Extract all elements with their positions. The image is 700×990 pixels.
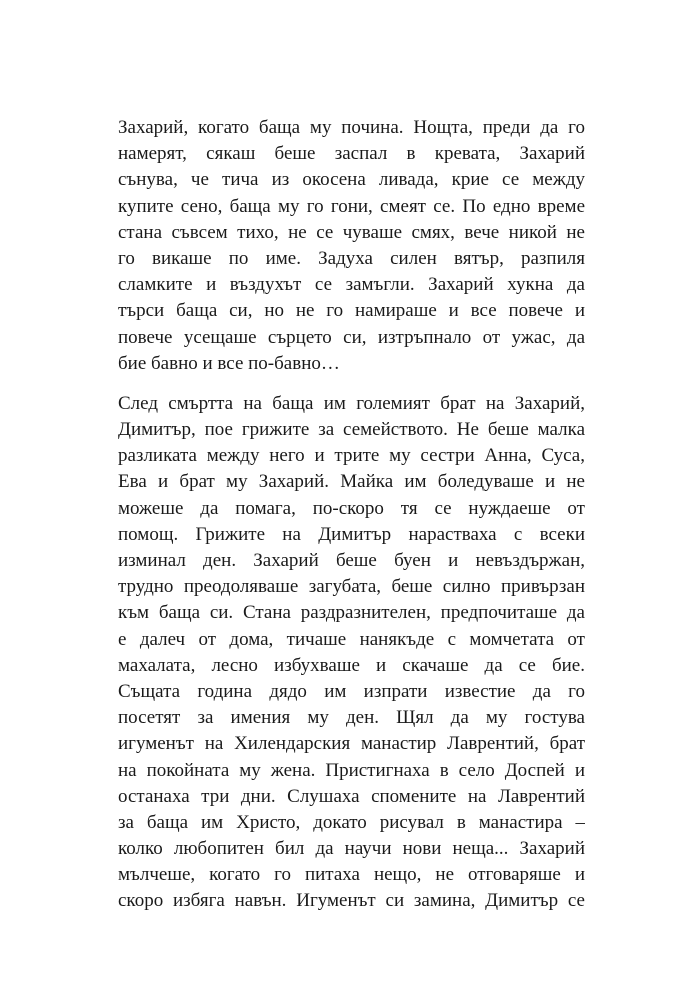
text-line: помощ. Грижите на Димитър нарастваха с всеки bbox=[118, 523, 585, 545]
text-line: бие бавно и все по-бавно… bbox=[118, 352, 340, 374]
text-line: купите сено, баща му го гони, смеят се. По едно време bbox=[118, 195, 585, 217]
text-line: на покойната му жена. Пристигнаха в село Доспей и bbox=[118, 759, 585, 781]
text-line: е далеч от дома, тичаше нанякъде с момчетата от bbox=[118, 628, 585, 650]
text-line: намерят, сякаш беше заспал в кревата, Захарий bbox=[118, 143, 585, 165]
text-line: можеше да помага, по-скоро тя се нуждаеше от bbox=[118, 497, 585, 519]
text-line: останаха три дни. Слушаха спомените на Лаврентий bbox=[118, 785, 585, 807]
text-line: сламките и въздухът се замъгли. Захарий хукна да bbox=[118, 274, 585, 296]
text-line: Същата година дядо им изпрати известие да го bbox=[118, 680, 585, 702]
text-line: за баща им Христо, докато рисувал в манастира – bbox=[118, 811, 585, 833]
text-line: Ева и брат му Захарий. Майка им боледуваше и не bbox=[118, 471, 585, 493]
text-line: го викаше по име. Задуха силен вятър, разпиля bbox=[118, 247, 585, 269]
paragraph-1 bbox=[118, 115, 585, 377]
text-line: Захарий, когато баща му почина. Нощта, преди да го bbox=[118, 117, 585, 138]
text-line: сънува, че тича из окосена ливада, крие се между bbox=[118, 169, 585, 191]
text-line: След смъртта на баща им големият брат на Захарий, bbox=[118, 392, 585, 414]
text-line: към баща си. Стана раздразнителен, предпочиташе да bbox=[118, 602, 585, 624]
text-line: игуменът на Хилендарския манастир Лаврентий, брат bbox=[118, 733, 585, 755]
paragraph-2 bbox=[118, 391, 585, 915]
text-line: стана съвсем тихо, не се чуваше смях, вече никой не bbox=[118, 221, 585, 243]
text-line: колко любопитен бил да научи нови неща... Захарий bbox=[118, 838, 585, 860]
text-line: махалата, лесно избухваше и скачаше да се бие. bbox=[118, 654, 585, 676]
body-text bbox=[118, 115, 585, 915]
text-line: посетят за имения му ден. Щял да му гостува bbox=[118, 707, 585, 729]
paragraph-gap bbox=[118, 377, 585, 391]
text-line: скоро избяга навън. Игуменът си замина, Димитър се bbox=[118, 890, 585, 912]
text-line: Димитър, пое грижите за семейството. Не беше малка bbox=[118, 419, 585, 441]
text-line: мълчеше, когато го питаха нещо, не отговаряше и bbox=[118, 864, 585, 886]
text-line: повече усещаше сърцето си, изтръпнало от ужас, да bbox=[118, 326, 585, 348]
text-line: разликата между него и трите му сестри Анна, Суса, bbox=[118, 445, 585, 467]
text-line: изминал ден. Захарий беше буен и невъздържан, bbox=[118, 550, 585, 571]
text-line: търси баща си, но не го намираше и все повече и bbox=[118, 300, 585, 322]
text-line: трудно преодоляваше загубата, беше силно привързан bbox=[118, 576, 585, 598]
